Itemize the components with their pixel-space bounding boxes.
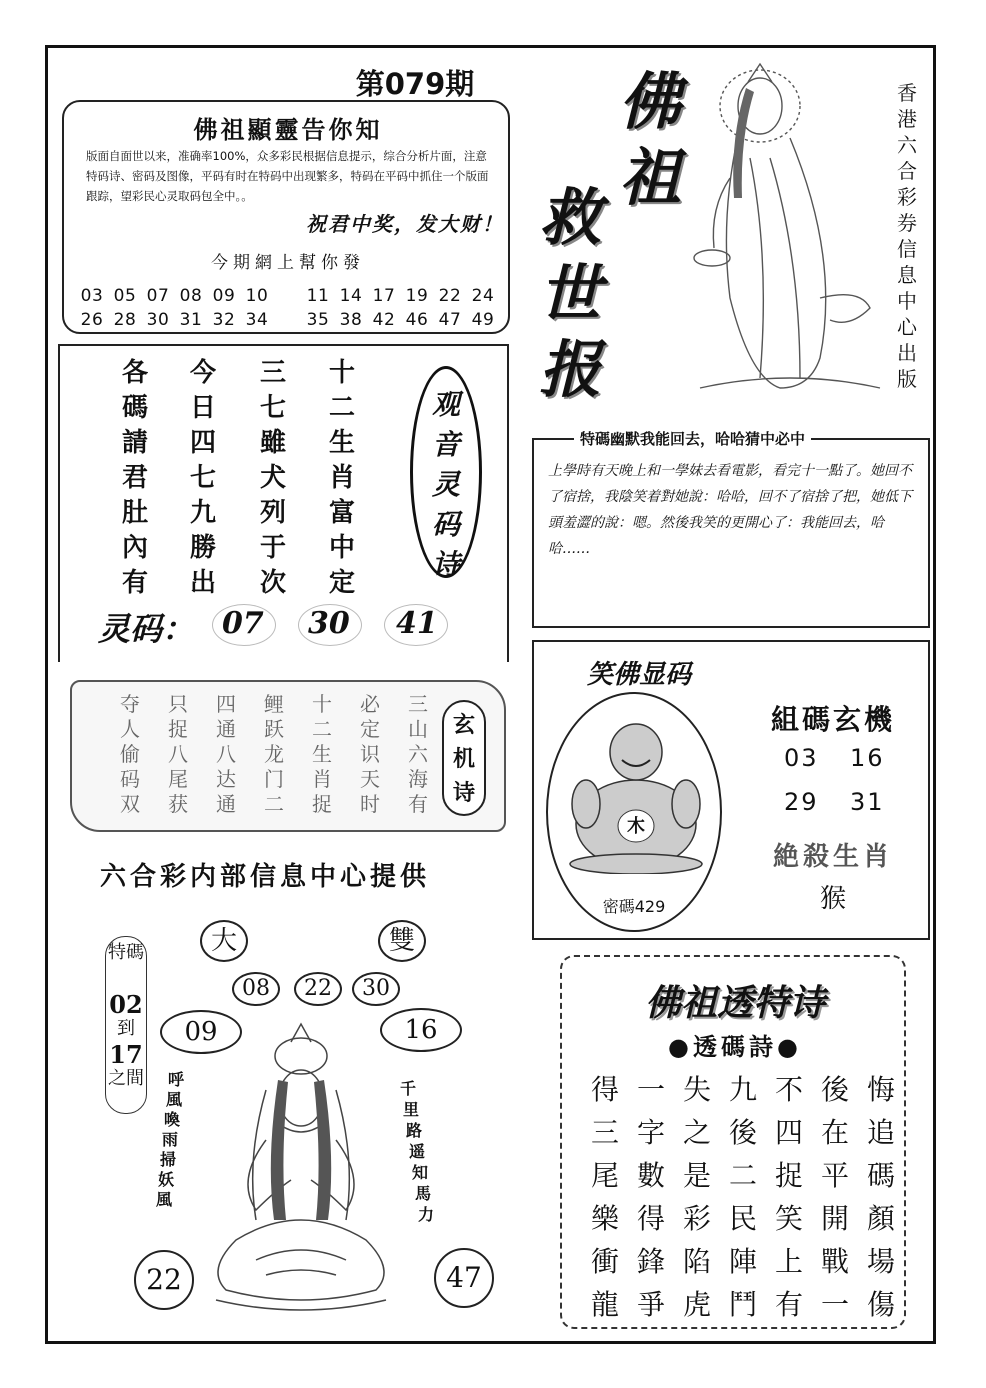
notice-box <box>62 100 510 334</box>
lottery-number: 14 <box>339 286 363 306</box>
tou-poem-char: 開 <box>820 1202 849 1235</box>
poem-char: 七 <box>259 393 286 423</box>
poem-char: 雖 <box>259 428 286 458</box>
scroll-poem-char: 偷 <box>120 742 140 766</box>
title-char: 报 <box>538 333 601 406</box>
tou-poem-char: 在 <box>820 1116 849 1149</box>
scroll-poem-char: 门 <box>264 767 284 791</box>
poem-char: 勝 <box>189 533 216 563</box>
scroll-poem-char: 龙 <box>264 742 284 766</box>
phrase-char: 路 <box>406 1121 423 1140</box>
label-char: 玄 <box>452 712 475 738</box>
tou-poem-char: 場 <box>866 1245 895 1278</box>
notice-title: 佛祖顯靈告你知 <box>193 115 383 144</box>
tou-poem-column <box>630 1068 672 1326</box>
buddha-oval <box>546 692 722 932</box>
combo-number: 29 <box>784 788 819 816</box>
right-oval-number: 16 <box>380 1008 462 1052</box>
poem-column <box>322 356 362 601</box>
combo-number: 31 <box>850 788 885 816</box>
publisher-char: 信 <box>897 237 917 261</box>
poem-char: 有 <box>121 568 148 598</box>
scroll-poem-char: 四 <box>216 692 236 716</box>
scroll-poem-column <box>400 692 436 817</box>
laughing-buddha-box <box>532 640 930 940</box>
scroll-poem-char: 鲤 <box>264 692 284 716</box>
lottery-number: 08 <box>179 286 203 306</box>
tou-poem-char: 二 <box>728 1159 757 1192</box>
scroll-poem-char: 八 <box>216 742 236 766</box>
tou-poem-char: 虎 <box>682 1288 711 1321</box>
scroll-poem-char: 人 <box>120 717 140 741</box>
scroll-poem-column <box>160 692 196 817</box>
scroll-poem-char: 捉 <box>312 792 332 816</box>
scroll-poem-char: 八 <box>168 742 188 766</box>
combo-number: 03 <box>784 744 819 772</box>
tou-poem-column <box>722 1068 764 1326</box>
phrase-char: 里 <box>403 1100 420 1119</box>
poem-column <box>115 356 155 601</box>
lingma-number: 41 <box>396 606 438 641</box>
scroll-poem-char: 二 <box>264 792 284 816</box>
right-phrase <box>400 1078 440 1225</box>
tou-poem-char: 九 <box>728 1073 757 1106</box>
title-char: 祖 <box>618 141 681 214</box>
scroll-poem-char: 时 <box>360 792 380 816</box>
publisher-char: 香 <box>897 81 917 105</box>
lottery-number: 24 <box>471 286 495 306</box>
scroll-poem-char: 必 <box>360 692 380 716</box>
publisher-char: 版 <box>897 367 917 391</box>
provider-text: 六合彩内部信息中心提供 <box>100 862 431 892</box>
lottery-number: 19 <box>405 286 429 306</box>
scroll-poem-char: 三 <box>408 692 428 716</box>
scroll-poem-column <box>352 692 388 817</box>
tou-poem-column <box>584 1068 626 1326</box>
tou-poem-char: 不 <box>774 1073 803 1106</box>
phrase-char: 掃 <box>160 1150 177 1169</box>
tou-poem-char: 彩 <box>682 1202 711 1235</box>
tou-poem-char: 爭 <box>636 1288 665 1321</box>
title-char: 世 <box>538 257 601 330</box>
poem-column <box>183 356 223 601</box>
lingma-number: 30 <box>308 606 350 641</box>
notice-subtitle: 今期網上幫你發 <box>211 253 365 273</box>
tou-poem-char: 碼 <box>866 1159 895 1192</box>
phrase-char: 風 <box>156 1190 173 1209</box>
phrase-char: 妖 <box>158 1170 175 1189</box>
scroll-poem-char: 码 <box>120 767 140 791</box>
scroll-poem-char: 山 <box>408 717 428 741</box>
combo-number: 16 <box>850 744 885 772</box>
scroll-poem-char: 尾 <box>168 767 188 791</box>
lottery-number: 10 <box>245 286 269 306</box>
joke-title: 特碼幽默我能回去，哈哈猜中必中 <box>574 428 811 449</box>
lottery-number: 49 <box>471 310 495 330</box>
ball-right: 47 <box>434 1248 494 1308</box>
lottery-number: 05 <box>113 286 137 306</box>
big-ball: 大 <box>200 920 248 962</box>
publisher-char: 合 <box>897 159 917 183</box>
lottery-number: 47 <box>438 310 462 330</box>
title-line-2 <box>530 180 610 408</box>
poem-char: 肚 <box>121 498 148 528</box>
title-line-1 <box>610 64 690 216</box>
scroll-poem-char: 通 <box>216 792 236 816</box>
tou-poem-char: 得 <box>636 1202 665 1235</box>
tou-poem-column <box>768 1068 810 1326</box>
phrase-char: 遥 <box>409 1142 426 1161</box>
label-char: 诗 <box>452 780 475 806</box>
tou-poem-char: 追 <box>866 1116 895 1149</box>
phrase-char: 呼 <box>168 1070 185 1089</box>
label-char: 音 <box>431 428 460 461</box>
tou-poem-column <box>814 1068 856 1326</box>
poem-char: 犬 <box>259 463 286 493</box>
lottery-number: 03 <box>80 286 104 306</box>
title-char: 佛 <box>618 65 681 138</box>
notice-body: 版面自面世以来，准确率100%，众多彩民根据信息提示，综合分析片面，注意特码诗、密码及图像，平码有时在特码中出现繁多，特码在平码中抓住一个版面跟踪，望彩民心灵取码包全中。。 <box>86 149 489 203</box>
poem-char: 請 <box>121 428 148 458</box>
phrase-char: 馬 <box>415 1184 432 1203</box>
label-char: 机 <box>452 746 475 772</box>
lottery-number: 31 <box>179 310 203 330</box>
tou-poem-char: 一 <box>636 1073 665 1106</box>
poem-char: 出 <box>189 568 216 598</box>
scroll-poem-char: 定 <box>360 717 380 741</box>
tou-poem-char: 之 <box>682 1116 711 1149</box>
poem-char: 三 <box>259 358 286 388</box>
tou-poem-char: 數 <box>636 1159 665 1192</box>
lottery-number: 22 <box>438 286 462 306</box>
poem-char: 列 <box>259 498 286 528</box>
left-oval-number: 09 <box>160 1010 242 1054</box>
double-ball: 雙 <box>378 920 426 962</box>
tou-poem-char: 龍 <box>590 1288 619 1321</box>
tou-poem-char: 傷 <box>866 1288 895 1321</box>
scroll-poem-column <box>256 692 292 817</box>
ball-left: 22 <box>134 1250 194 1310</box>
lottery-number: 34 <box>245 310 269 330</box>
publisher-char: 港 <box>897 107 917 131</box>
poem-char: 次 <box>259 568 286 598</box>
tou-poem-char: 後 <box>820 1073 849 1106</box>
scroll-poem-char: 跃 <box>264 717 284 741</box>
phrase-char: 知 <box>412 1163 429 1182</box>
kill-zodiac-title: 絶殺生肖 <box>772 842 893 872</box>
lottery-number: 35 <box>306 310 330 330</box>
poem-char: 日 <box>189 393 216 423</box>
tou-poem-char: 鋒 <box>636 1245 665 1278</box>
phrase-char: 力 <box>418 1205 435 1224</box>
tou-poem-char: 三 <box>590 1116 619 1149</box>
tou-poem-char: 樂 <box>590 1202 619 1235</box>
tou-poem-char: 有 <box>774 1288 803 1321</box>
joke-box <box>532 430 930 628</box>
buddha-arc-title: 笑佛显码 <box>586 660 691 690</box>
tou-poem-char: 失 <box>682 1073 711 1106</box>
tou-poem-char: 陣 <box>728 1245 757 1278</box>
tou-poem-char: 民 <box>728 1202 757 1235</box>
lingma-label: 灵码： <box>98 610 195 648</box>
poem-char: 生 <box>328 428 355 458</box>
scroll-poem-char: 二 <box>312 717 332 741</box>
issue-number: 第079期 <box>355 67 475 101</box>
tema-end: 之間 <box>108 1068 144 1089</box>
tou-poem-char: 四 <box>774 1116 803 1149</box>
poem-column <box>253 356 293 601</box>
poem-char: 于 <box>259 533 286 563</box>
lottery-number: 11 <box>306 286 330 306</box>
scroll-poem-char: 海 <box>408 767 428 791</box>
tou-poem-char: 戰 <box>820 1245 849 1278</box>
tou-poem-char: 是 <box>682 1159 711 1192</box>
phrase-char: 風 <box>166 1090 183 1109</box>
tou-poem-char: 捉 <box>774 1159 803 1192</box>
tou-poem-char: 衝 <box>590 1245 619 1278</box>
publisher-vertical-text <box>892 80 922 392</box>
scroll-poem-char: 生 <box>312 742 332 766</box>
lottery-number: 30 <box>146 310 170 330</box>
poem-char: 七 <box>189 463 216 493</box>
tema-label: 特碼 <box>108 942 144 963</box>
scroll-poem-column <box>208 692 244 817</box>
seated-guanyin-image <box>196 1020 406 1320</box>
lottery-number: 28 <box>113 310 137 330</box>
poem-char: 二 <box>328 393 355 423</box>
label-char: 观 <box>431 388 460 421</box>
tou-poem-title: 佛祖透特诗 <box>644 982 825 1024</box>
poem-char: 今 <box>189 358 216 388</box>
lottery-number: 32 <box>212 310 236 330</box>
publisher-char: 心 <box>897 315 917 339</box>
publisher-char: 中 <box>897 289 917 313</box>
scroll-poem-char: 捉 <box>168 717 188 741</box>
tema-to-word: 到 <box>117 1018 135 1039</box>
title-char: 救 <box>538 181 601 254</box>
tou-poem-char: 鬥 <box>728 1288 757 1321</box>
tou-poem-char: 上 <box>774 1245 803 1278</box>
mid-number: 08 <box>232 972 280 1006</box>
tou-poem-char: 得 <box>590 1073 619 1106</box>
publisher-char: 六 <box>897 133 917 157</box>
poem-char: 定 <box>328 568 355 598</box>
guanyin-label <box>418 385 474 585</box>
tou-poem-char: 尾 <box>590 1159 619 1192</box>
belly-character: 木 <box>627 816 645 837</box>
phrase-char: 喚 <box>164 1110 181 1129</box>
scroll-poem-char: 夺 <box>120 692 140 716</box>
tema-to: 17 <box>109 1040 143 1069</box>
publisher-char: 息 <box>897 263 917 287</box>
phrase-char: 千 <box>400 1079 417 1098</box>
tou-poem-char: 一 <box>820 1288 849 1321</box>
mid-number: 30 <box>352 972 400 1006</box>
tou-poem-char: 笑 <box>774 1202 803 1235</box>
poem-char: 君 <box>121 463 148 493</box>
joke-body: 上學時有天晚上和一學妹去看電影，看完十一點了。她回不了宿捨，我陰笑着對她說：哈哈，回不了宿捨了把，她低下頭羞澀的說：嗯。然後我笑的更開心了：我能回去，哈哈…… <box>548 463 912 557</box>
publisher-char: 出 <box>897 341 917 365</box>
scroll-poem-column <box>112 692 148 817</box>
mid-number: 22 <box>294 972 342 1006</box>
scroll-poem-char: 天 <box>360 767 380 791</box>
scroll-poem-char: 六 <box>408 742 428 766</box>
poem-char: 各 <box>121 358 148 388</box>
scroll-poem-char: 十 <box>312 692 332 716</box>
password-text: 密碼429 <box>602 897 666 916</box>
scroll-poem-char: 肖 <box>312 767 332 791</box>
label-char: 码 <box>431 508 460 541</box>
phrase-char: 雨 <box>162 1130 179 1149</box>
lottery-number: 38 <box>339 310 363 330</box>
poem-char: 十 <box>328 358 355 388</box>
standing-guanyin-image <box>690 58 890 398</box>
tou-poem-char: 陷 <box>682 1245 711 1278</box>
kill-zodiac-value: 猴 <box>819 884 846 914</box>
tou-poem-char: 悔 <box>866 1073 895 1106</box>
tou-poem-column <box>676 1068 718 1326</box>
poem-char: 內 <box>121 533 148 563</box>
lottery-number: 17 <box>372 286 396 306</box>
scroll-poem-char: 双 <box>120 792 140 816</box>
notice-wish: 祝君中奖，发大财！ <box>306 212 504 236</box>
xuanji-label <box>444 708 484 810</box>
lottery-number: 42 <box>372 310 396 330</box>
scroll-poem-char: 识 <box>360 742 380 766</box>
poem-char: 四 <box>189 428 216 458</box>
tou-poem-subtitle: ●透碼詩● <box>668 1032 802 1061</box>
tou-poem-char: 平 <box>820 1159 849 1192</box>
tou-poem-char: 後 <box>728 1116 757 1149</box>
lottery-number: 09 <box>212 286 236 306</box>
poem-char: 肖 <box>328 463 355 493</box>
combo-title: 組碼玄機 <box>770 703 895 736</box>
tema-from: 02 <box>109 990 143 1019</box>
poem-char: 富 <box>328 498 355 528</box>
lottery-number: 46 <box>405 310 429 330</box>
label-char: 灵 <box>431 468 460 501</box>
scroll-poem-column <box>304 692 340 817</box>
label-char: 诗 <box>431 548 460 581</box>
poem-char: 中 <box>328 533 355 563</box>
scroll-poem-char: 只 <box>168 692 188 716</box>
tou-poem-char: 字 <box>636 1116 665 1149</box>
laughing-buddha-image <box>566 714 706 874</box>
poem-char: 九 <box>189 498 216 528</box>
scroll-poem-char: 有 <box>408 792 428 816</box>
publisher-char: 券 <box>897 211 917 235</box>
tou-poem-column <box>860 1068 902 1326</box>
scroll-poem-char: 通 <box>216 717 236 741</box>
tou-poem-char: 顏 <box>866 1202 895 1235</box>
lottery-number: 07 <box>146 286 170 306</box>
lottery-number: 26 <box>80 310 104 330</box>
publisher-char: 彩 <box>897 185 917 209</box>
scroll-poem-char: 获 <box>168 792 188 816</box>
scroll-poem-char: 达 <box>216 767 236 791</box>
poem-char: 碼 <box>121 393 148 423</box>
lingma-number: 07 <box>222 606 264 641</box>
